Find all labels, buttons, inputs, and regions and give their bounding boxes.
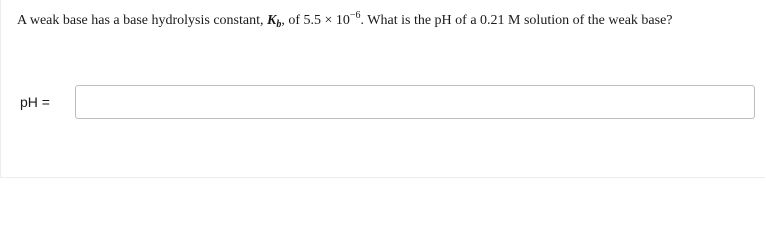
exponent: −6 (349, 10, 361, 21)
question-text (17, 12, 673, 30)
ph-label: pH = (20, 94, 50, 110)
question-outro: . What is the pH of a 0.21 M solution of the weak base? (360, 13, 673, 28)
question-mid: , of 5.5 × 10 (281, 13, 350, 28)
question-intro: A weak base has a base hydrolysis constant, (17, 13, 267, 28)
kb-subscript: b (276, 19, 282, 30)
ph-answer-input[interactable] (75, 85, 755, 119)
kb-symbol: K (267, 13, 277, 28)
answer-row (20, 85, 760, 119)
